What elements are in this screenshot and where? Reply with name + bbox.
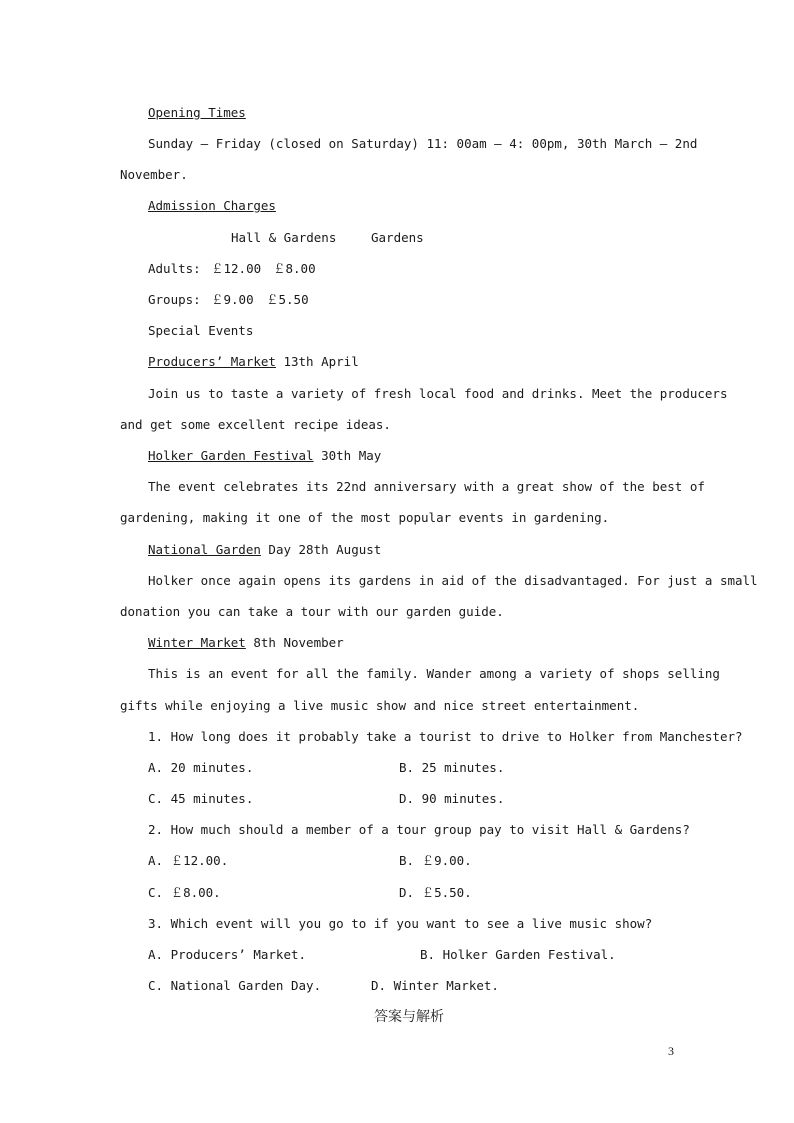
producers-market-desc2: and get some excellent recipe ideas. xyxy=(120,417,391,432)
national-garden-desc1: Holker once again opens its gardens in aid of the disadvantaged. For just a small xyxy=(148,573,758,588)
adults-price-gardens: ￡8.00 xyxy=(273,261,316,276)
groups-price-gardens: ￡5.50 xyxy=(266,292,309,307)
question-2-option-c: C. ￡8.00. xyxy=(148,885,221,900)
question-1-option-c: C. 45 minutes. xyxy=(148,791,254,806)
national-garden-desc2: donation you can take a tour with our garden guide. xyxy=(120,604,504,619)
admission-col-gardens: Gardens xyxy=(371,230,424,245)
adults-label: Adults: xyxy=(148,261,201,276)
producers-market-date: 13th April xyxy=(275,354,359,369)
producers-market-title: Producers’ Market xyxy=(148,354,276,369)
national-garden-date: Day 28th August xyxy=(260,542,382,557)
question-2-option-d: D. ￡5.50. xyxy=(399,885,472,900)
opening-times-line2: November. xyxy=(120,167,188,182)
garden-festival-title-line xyxy=(148,448,381,464)
national-garden-title-line xyxy=(148,542,381,558)
garden-festival-date: 30th May xyxy=(313,448,382,463)
garden-festival-desc2: gardening, making it one of the most popular events in gardening. xyxy=(120,510,610,525)
question-3-option-c: C. National Garden Day. xyxy=(148,978,322,993)
garden-festival-desc1: The event celebrates its 22nd anniversary with a great show of the best of xyxy=(148,479,705,494)
groups-price-hall: ￡9.00 xyxy=(211,292,254,307)
question-1-option-b: B. 25 minutes. xyxy=(399,760,505,775)
admission-col-hall-gardens: Hall & Gardens xyxy=(231,230,337,245)
garden-festival-title: Holker Garden Festival xyxy=(148,448,314,463)
groups-label: Groups: xyxy=(148,292,201,307)
winter-market-desc2: gifts while enjoying a live music show and nice street entertainment. xyxy=(120,698,640,713)
question-1-option-d: D. 90 minutes. xyxy=(399,791,505,806)
winter-market-title: Winter Market xyxy=(148,635,246,650)
answer-section-heading: 答案与解析 xyxy=(374,1009,444,1025)
question-2-option-a: A. ￡12.00. xyxy=(148,853,229,868)
question-1-option-a: A. 20 minutes. xyxy=(148,760,254,775)
producers-market-desc1: Join us to taste a variety of fresh local food and drinks. Meet the producers xyxy=(148,386,728,401)
question-3: 3. Which event will you go to if you want to see a live music show? xyxy=(148,916,653,931)
question-3-option-a: A. Producers’ Market. xyxy=(148,947,307,962)
question-1: 1. How long does it probably take a tourist to drive to Holker from Manchester? xyxy=(148,729,743,744)
question-3-option-b: B. Holker Garden Festival. xyxy=(420,947,616,962)
winter-market-date: 8th November xyxy=(245,635,344,650)
opening-times-heading: Opening Times xyxy=(148,105,246,120)
question-3-option-d: D. Winter Market. xyxy=(371,978,499,993)
page-number: 3 xyxy=(668,1044,674,1058)
adults-price-hall: ￡12.00 xyxy=(211,261,262,276)
winter-market-title-line xyxy=(148,635,344,651)
question-2-option-b: B. ￡9.00. xyxy=(399,853,472,868)
winter-market-desc1: This is an event for all the family. Wander among a variety of shops selling xyxy=(148,666,720,681)
question-2: 2. How much should a member of a tour group pay to visit Hall & Gardens? xyxy=(148,822,690,837)
national-garden-title: National Garden xyxy=(148,542,261,557)
admission-heading: Admission Charges xyxy=(148,198,276,213)
special-events-heading: Special Events xyxy=(148,323,254,338)
producers-market-title-line xyxy=(148,354,359,370)
opening-times-line1: Sunday — Friday (closed on Saturday) 11: 00am — 4: 00pm, 30th March — 2nd xyxy=(148,136,698,151)
